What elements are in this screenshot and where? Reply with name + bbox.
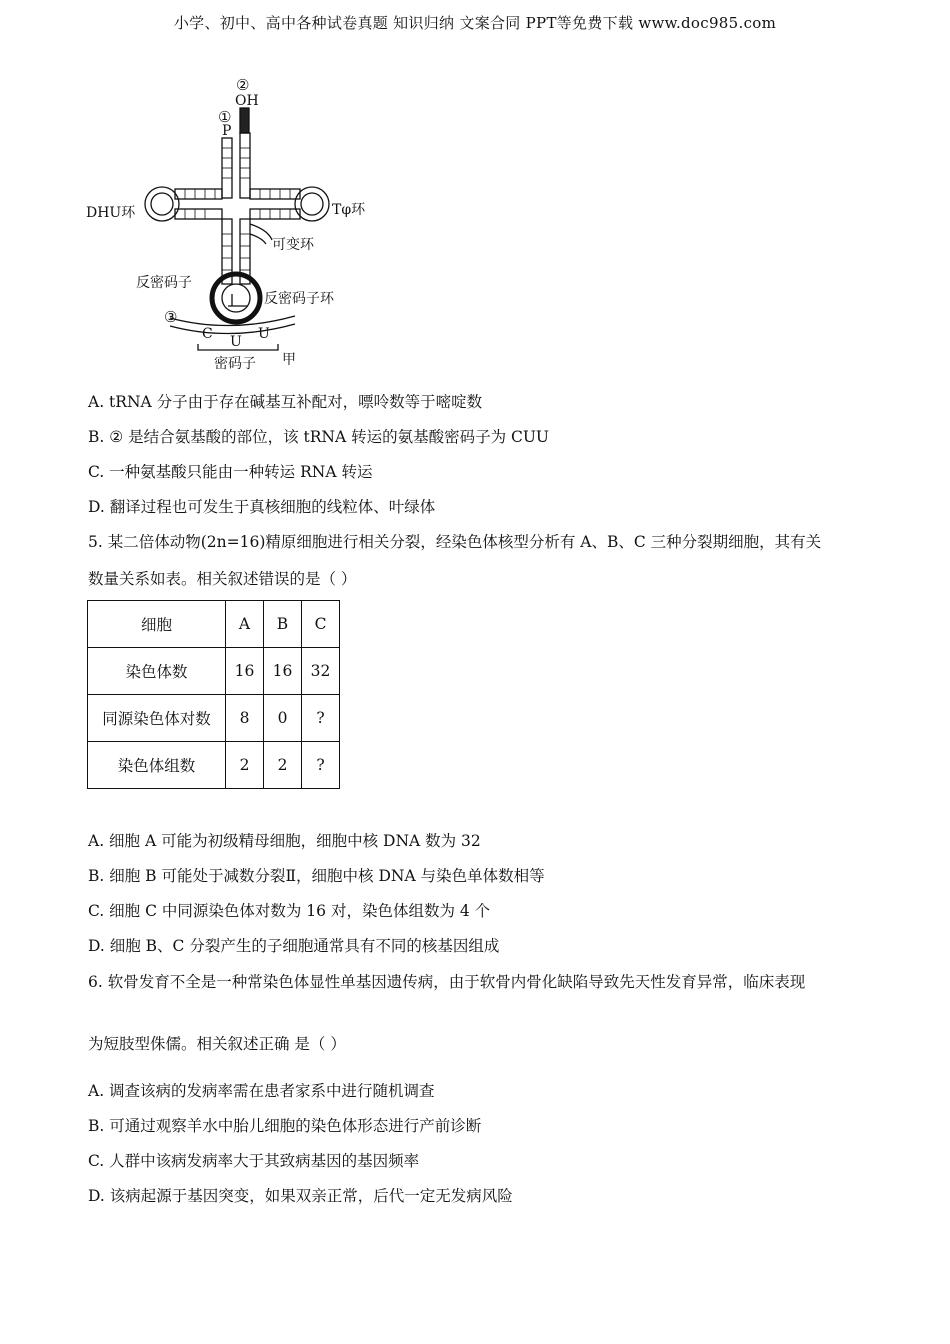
table-cell: 2 (264, 742, 302, 789)
q5-stem-line1: 5. 某二倍体动物(2n=16)精原细胞进行相关分裂，经染色体核型分析有 A、B、C 三种分裂期细胞，其有关 (88, 533, 822, 551)
label-p: P (222, 123, 232, 139)
q5-option-a: A. 细胞 A 可能为初级精母细胞，细胞中核 DNA 数为 32 (88, 832, 481, 850)
q6-option-a: A. 调查该病的发病率需在患者家系中进行随机调查 (88, 1082, 435, 1100)
q6-stem-line2: 为短肢型侏儒。相关叙述正确 是（ ） (88, 1035, 346, 1053)
table-row (88, 648, 340, 695)
label-codon-u1: U (230, 334, 242, 350)
table-cell: 染色体数 (88, 648, 226, 695)
label-dhu-loop: DHU环 (86, 205, 136, 221)
table-cell: 0 (264, 695, 302, 742)
table-cell: ? (302, 742, 340, 789)
table-cell: 16 (264, 648, 302, 695)
label-codon-u2: U (258, 326, 270, 342)
label-jia: 甲 (282, 352, 296, 368)
table-cell: 8 (226, 695, 264, 742)
table-cell: 细胞 (88, 601, 226, 648)
q5-option-b: B. 细胞 B 可能处于减数分裂Ⅱ，细胞中核 DNA 与染色单体数相等 (88, 867, 545, 885)
q4-option-a: A. tRNA 分子由于存在碱基互补配对，嘌呤数等于嘧啶数 (88, 393, 483, 411)
q4-option-b: B. ② 是结合氨基酸的部位，该 tRNA 转运的氨基酸密码子为 CUU (88, 428, 549, 446)
label-anticodon: 反密码子 (136, 275, 192, 291)
label-circle1: ① (218, 108, 232, 126)
label-circle3: ③ (164, 308, 178, 326)
q6-stem-line1: 6. 软骨发育不全是一种常染色体显性单基因遗传病，由于软骨内骨化缺陷导致先天性发育异常，临床表现 (88, 973, 806, 991)
table-cell: A (226, 601, 264, 648)
table-cell: 染色体组数 (88, 742, 226, 789)
q6-option-c: C. 人群中该病发病率大于其致病基因的基因频率 (88, 1152, 420, 1170)
q6-option-b: B. 可通过观察羊水中胎儿细胞的染色体形态进行产前诊断 (88, 1117, 482, 1135)
table-cell: 32 (302, 648, 340, 695)
label-tpsi-loop: Tφ环 (332, 202, 366, 218)
q5-option-d: D. 细胞 B、C 分裂产生的子细胞通常具有不同的核基因组成 (88, 937, 500, 955)
table-cell: 16 (226, 648, 264, 695)
table-cell: ? (302, 695, 340, 742)
table-cell: B (264, 601, 302, 648)
table-header-row (88, 601, 340, 648)
q4-option-d: D. 翻译过程也可发生于真核细胞的线粒体、叶绿体 (88, 498, 436, 516)
table-cell: C (302, 601, 340, 648)
q6-option-d: D. 该病起源于基因突变，如果双亲正常，后代一定无发病风险 (88, 1187, 513, 1205)
page-header: 小学、初中、高中各种试卷真题 知识归纳 文案合同 PPT等免费下载 www.doc985.com (173, 14, 777, 32)
table-cell: 同源染色体对数 (88, 695, 226, 742)
table-cell: 2 (226, 742, 264, 789)
trna-diagram (80, 76, 380, 376)
q4-option-c: C. 一种氨基酸只能由一种转运 RNA 转运 (88, 463, 373, 481)
label-codon: 密码子 (214, 356, 256, 372)
label-variable-loop: 可变环 (272, 237, 314, 253)
q5-option-c: C. 细胞 C 中同源染色体对数为 16 对，染色体组数为 4 个 (88, 902, 491, 920)
label-oh: OH (235, 93, 259, 109)
q5-stem-line2: 数量关系如表。相关叙述错误的是（ ） (88, 570, 357, 588)
label-anticodon-loop: 反密码子环 (264, 291, 334, 307)
chromosome-table (87, 600, 340, 789)
label-codon-c: C (202, 326, 213, 342)
table-row (88, 742, 340, 789)
label-circle2: ② (236, 76, 250, 94)
table-row (88, 695, 340, 742)
